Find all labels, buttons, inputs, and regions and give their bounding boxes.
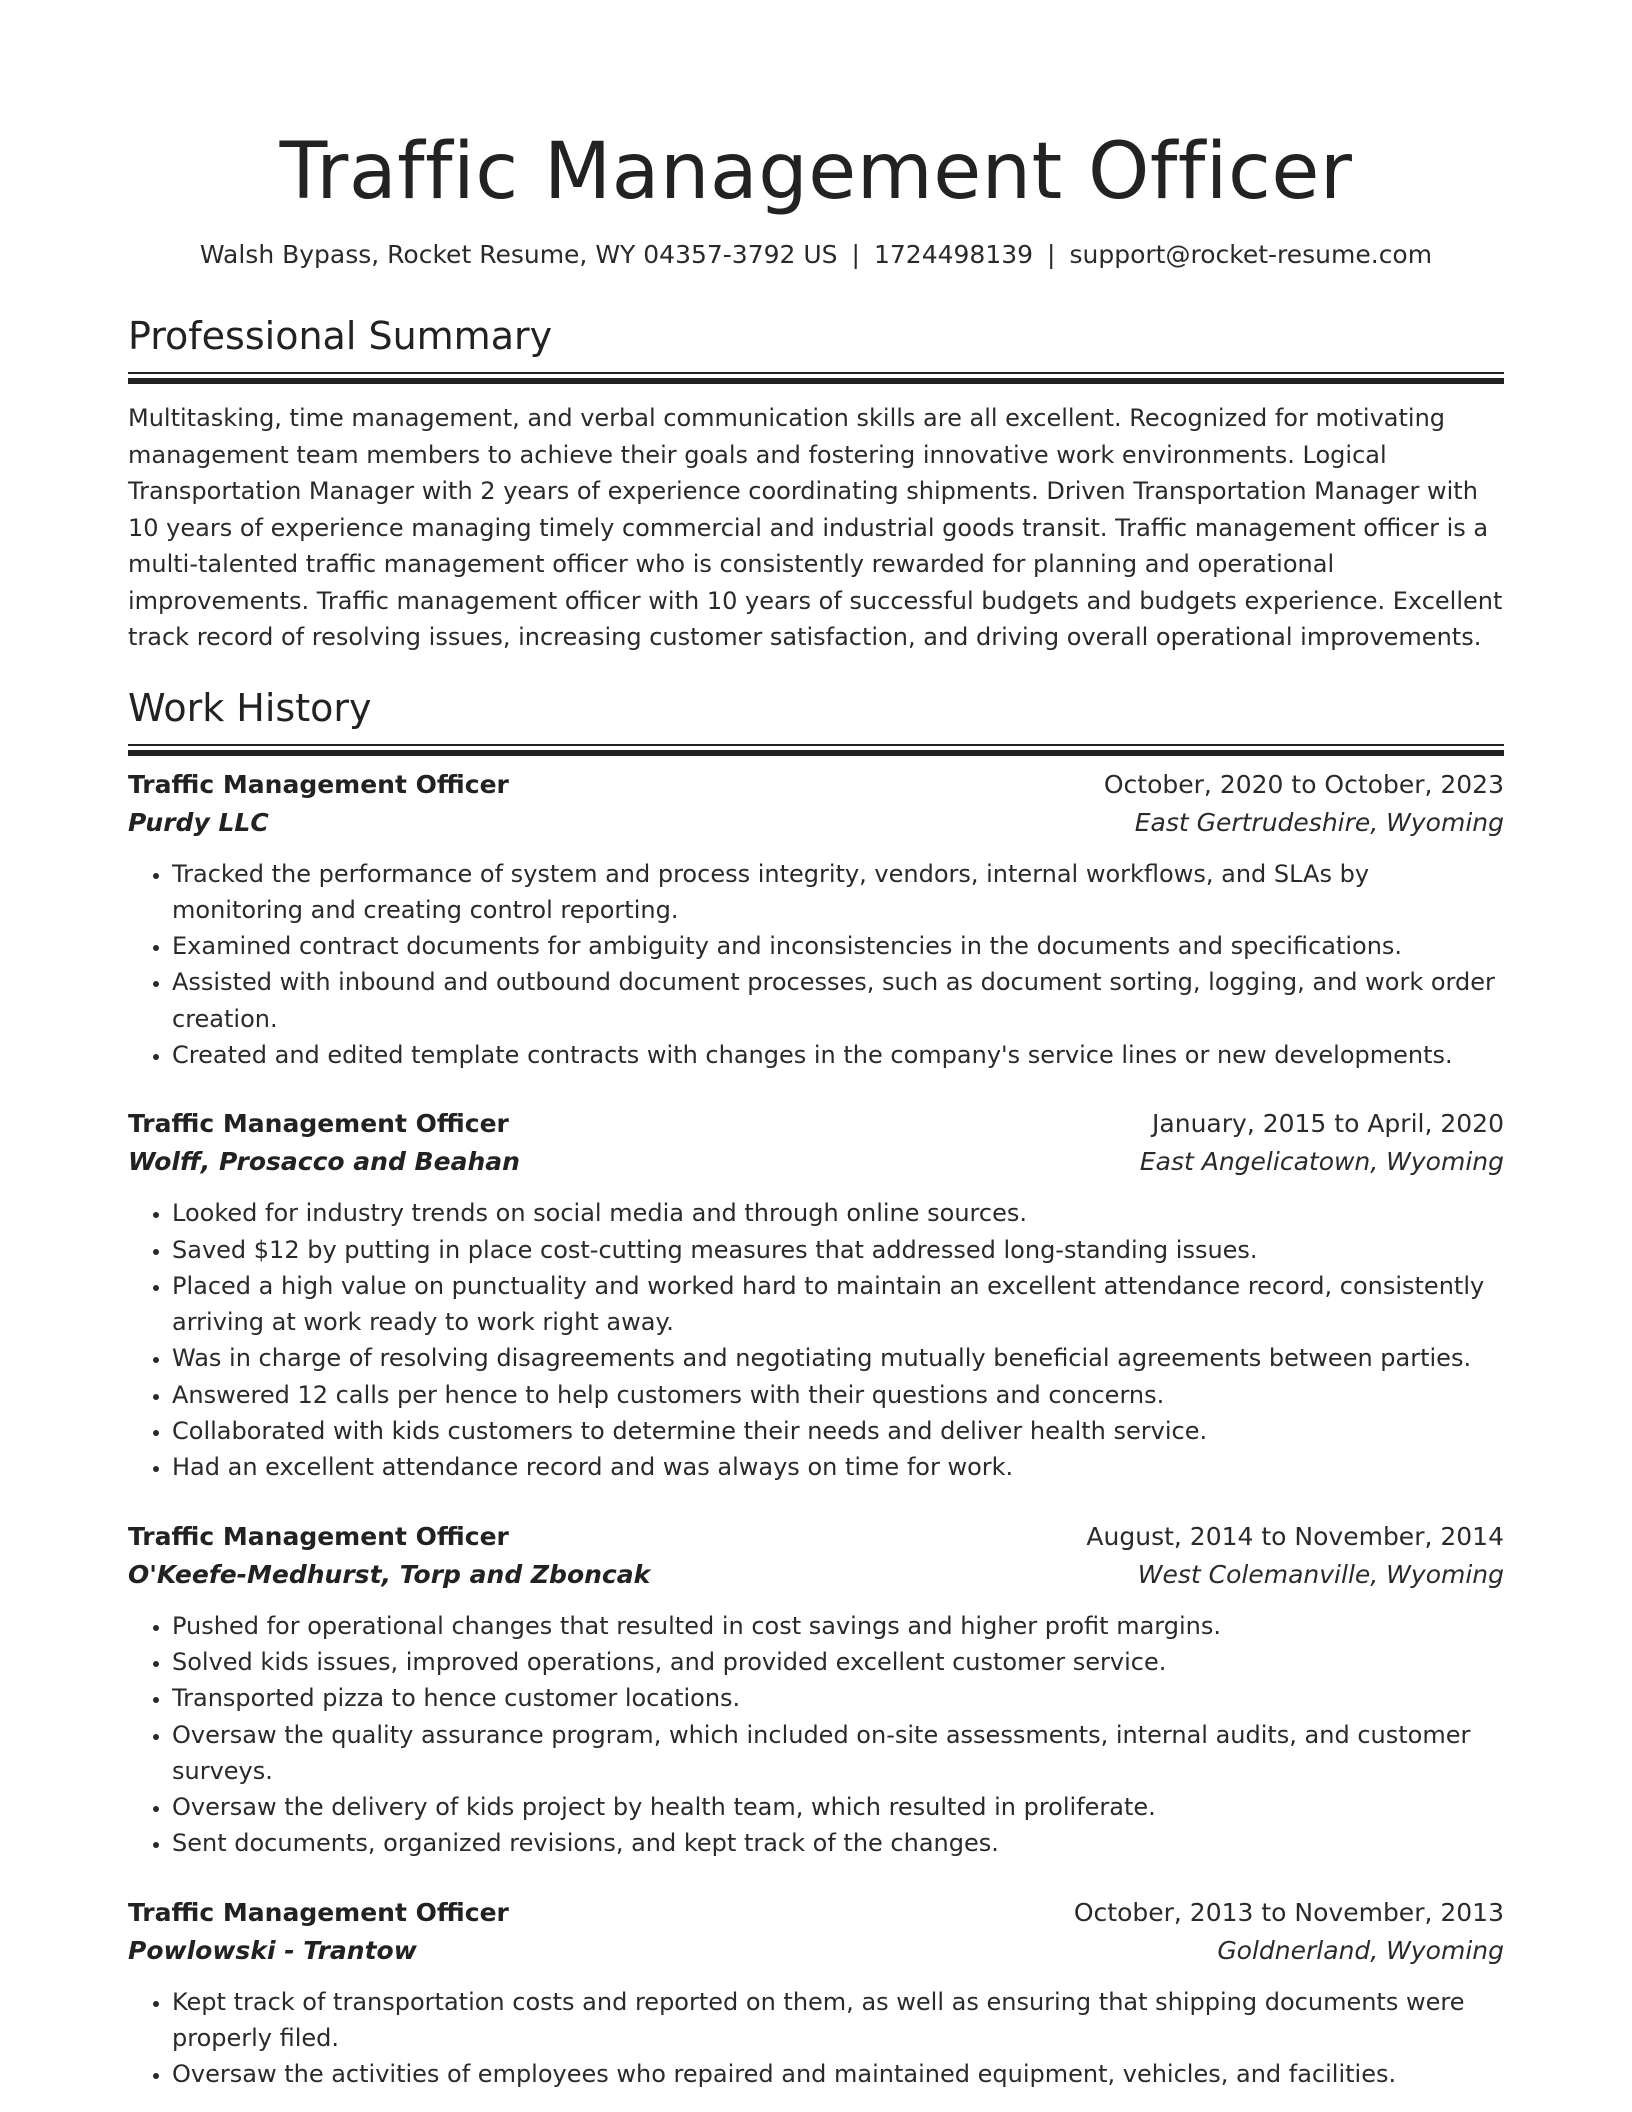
job-dates: October, 2013 to November, 2013	[1073, 1897, 1504, 1927]
job-bullet: • Had an excellent attendance record and was always on time for work.	[172, 1449, 1504, 1485]
job-bullet: • Was in charge of resolving disagreements and negotiating mutually beneficial agreements between parties.	[172, 1340, 1504, 1376]
job-title: Traffic Management Officer	[128, 1897, 509, 1927]
section-divider	[128, 744, 1504, 750]
job-entry	[128, 766, 1504, 1074]
job-bullet: • Solved kids issues, improved operations, and provided excellent customer service.	[172, 1644, 1504, 1680]
job-bullet: • Pushed for operational changes that resulted in cost savings and higher profit margins.	[172, 1608, 1504, 1644]
job-bullet: • Sent documents, organized revisions, and kept track of the changes.	[172, 1825, 1504, 1861]
contact-email: support@rocket-resume.com	[1069, 240, 1433, 269]
section-title-summary: Professional Summary	[128, 314, 553, 358]
section-divider	[128, 372, 1504, 378]
job-bullets	[128, 856, 1504, 1074]
job-bullets	[128, 1608, 1504, 1862]
job-subheader	[128, 1143, 1504, 1181]
contact-separator: |	[1047, 240, 1056, 269]
job-bullet: • Assisted with inbound and outbound document processes, such as document sorting, logging, and work order creation.	[172, 964, 1504, 1037]
job-entry	[128, 1894, 1504, 2093]
contact-line	[128, 238, 1504, 272]
job-header	[128, 1105, 1504, 1143]
job-bullet: • Oversaw the quality assurance program, which included on-site assessments, internal audits, and customer surveys.	[172, 1717, 1504, 1790]
summary-text: Multitasking, time management, and verbal communication skills are all excellent. Recognized for motivating management team members to achieve their goals and fostering innovative work environments. Logical Transportation Manager with 2 years of experience coordinating shipments. Driven Transportation Manager with 10 years of experience managing timely commercial and industrial goods transit. Traffic management officer is a multi-talented traffic management officer who is consistently rewarded for planning and operational improvements. Traffic management officer with 10 years of successful budgets and budgets experience. Excellent track record of resolving issues, increasing customer satisfaction, and driving overall operational improvements.	[128, 404, 1503, 651]
job-location: East Angelicatown, Wyoming	[1139, 1147, 1504, 1177]
job-bullet: • Collaborated with kids customers to determine their needs and deliver health service.	[172, 1413, 1504, 1449]
job-header	[128, 766, 1504, 804]
job-bullet: • Answered 12 calls per hence to help customers with their questions and concerns.	[172, 1377, 1504, 1413]
candidate-name: Traffic Management Officer	[279, 127, 1353, 217]
job-company: Purdy LLC	[128, 807, 269, 837]
job-bullet: • Saved $12 by putting in place cost-cutting measures that addressed long-standing issues.	[172, 1232, 1504, 1268]
job-bullet: • Transported pizza to hence customer locations.	[172, 1680, 1504, 1716]
job-bullet: • Oversaw the delivery of kids project by health team, which resulted in proliferate.	[172, 1789, 1504, 1825]
job-location: East Gertrudeshire, Wyoming	[1134, 807, 1504, 837]
job-company: O'Keefe-Medhurst, Torp and Zboncak	[128, 1559, 651, 1589]
contact-address: Walsh Bypass, Rocket Resume, WY 04357-3792 US	[199, 240, 838, 269]
job-location: West Colemanville, Wyoming	[1137, 1559, 1504, 1589]
job-subheader	[128, 1932, 1504, 1970]
job-header	[128, 1894, 1504, 1932]
job-bullet: • Placed a high value on punctuality and worked hard to maintain an excellent attendance record, consistently arriving at work ready to work right away.	[172, 1268, 1504, 1341]
job-header	[128, 1518, 1504, 1556]
job-company: Powlowski - Trantow	[128, 1935, 417, 1965]
job-bullet: • Created and edited template contracts with changes in the company's service lines or new developments.	[172, 1037, 1504, 1073]
job-title: Traffic Management Officer	[128, 1109, 509, 1139]
job-bullet: • Oversaw the activities of employees who repaired and maintained equipment, vehicles, and facilities.	[172, 2056, 1504, 2092]
job-bullet: • Looked for industry trends on social media and through online sources.	[172, 1195, 1504, 1231]
contact-separator: |	[851, 240, 860, 269]
resume-page	[128, 0, 1504, 2093]
job-title: Traffic Management Officer	[128, 1521, 509, 1551]
job-subheader	[128, 804, 1504, 842]
job-entry	[128, 1518, 1504, 1862]
job-dates: January, 2015 to April, 2020	[1152, 1109, 1504, 1139]
job-company: Wolff, Prosacco and Beahan	[128, 1147, 520, 1177]
job-dates: October, 2020 to October, 2023	[1103, 769, 1504, 799]
section-title-work-history: Work History	[128, 685, 372, 730]
contact-phone: 1724498139	[873, 240, 1034, 269]
job-location: Goldnerland, Wyoming	[1217, 1935, 1504, 1965]
job-entry	[128, 1105, 1504, 1485]
job-bullets	[128, 1195, 1504, 1485]
job-bullet: • Kept track of transportation costs and reported on them, as well as ensuring that shipping documents were properly filed.	[172, 1984, 1504, 2057]
job-title: Traffic Management Officer	[128, 769, 509, 799]
job-subheader	[128, 1556, 1504, 1594]
job-bullets	[128, 1984, 1504, 2093]
job-dates: August, 2014 to November, 2014	[1086, 1521, 1504, 1551]
job-bullet: • Tracked the performance of system and process integrity, vendors, internal workflows, and SLAs by monitoring and creating control reporting.	[172, 856, 1504, 929]
job-bullet: • Examined contract documents for ambiguity and inconsistencies in the documents and specifications.	[172, 928, 1504, 964]
